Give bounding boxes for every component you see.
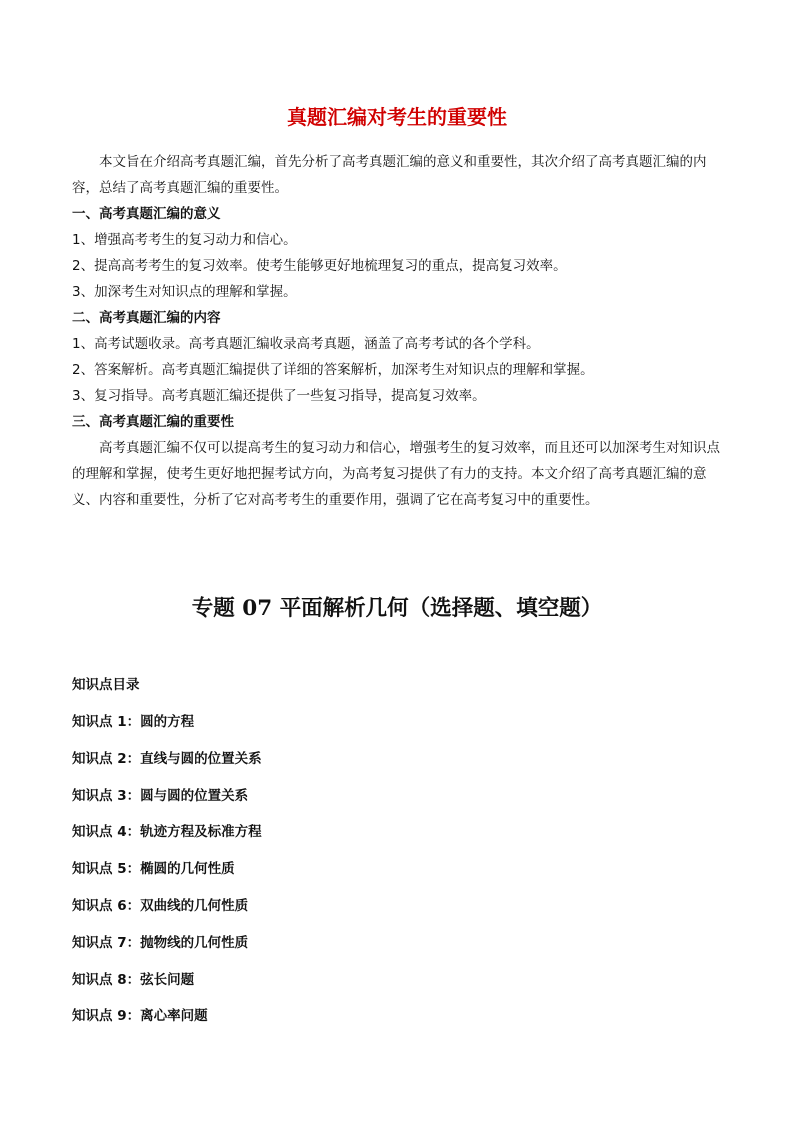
list-item: 2、答案解析。高考真题汇编提供了详细的答案解析，加深考生对知识点的理解和掌握。 bbox=[72, 362, 594, 378]
toc-list bbox=[72, 709, 732, 1029]
topic-title: 专题 07 平面解析几何（选择题、填空题） bbox=[191, 596, 603, 621]
toc-item[interactable]: 知识点 2：直线与圆的位置关系 bbox=[72, 750, 262, 767]
list-item: 1、增强高考考生的复习动力和信心。 bbox=[72, 232, 297, 248]
document-title: 真题汇编对考生的重要性 bbox=[287, 105, 507, 129]
section-heading-importance: 三、高考真题汇编的重要性 bbox=[72, 414, 234, 430]
toc-item[interactable]: 知识点 4：轨迹方程及标准方程 bbox=[72, 824, 262, 841]
intro-paragraph: 本文旨在介绍高考真题汇编，首先分析了高考真题汇编的意义和重要性，其次介绍了高考真题汇编的内容，总结了高考真题汇编的重要性。 bbox=[72, 154, 707, 196]
section-heading-meaning: 一、高考真题汇编的意义 bbox=[72, 206, 221, 222]
importance-paragraph: 高考真题汇编不仅可以提高考生的复习动力和信心，增强考生的复习效率，而且还可以加深考生对知识点的理解和掌握，使考生更好地把握考试方向，为高考复习提供了有力的支持。本文介绍了高考真题汇编的意义、内容和重要性，分析了它对高考考生的重要作用，强调了它在高考复习中的重要性。 bbox=[72, 440, 720, 508]
list-item: 3、加深考生对知识点的理解和掌握。 bbox=[72, 284, 297, 300]
toc-item[interactable]: 知识点 8：弦长问题 bbox=[72, 971, 195, 988]
toc-item[interactable]: 知识点 5：椭圆的几何性质 bbox=[72, 861, 235, 878]
toc-section bbox=[72, 672, 732, 1040]
toc-item[interactable]: 知识点 3：圆与圆的位置关系 bbox=[72, 787, 249, 804]
section-heading-content: 二、高考真题汇编的内容 bbox=[72, 310, 221, 326]
toc-item[interactable]: 知识点 6：双曲线的几何性质 bbox=[72, 897, 249, 914]
list-item: 2、提高高考考生的复习效率。使考生能够更好地梳理复习的重点，提高复习效率。 bbox=[72, 258, 567, 274]
list-item: 3、复习指导。高考真题汇编还提供了一些复习指导，提高复习效率。 bbox=[72, 388, 486, 404]
toc-item[interactable]: 知识点 9：离心率问题 bbox=[72, 1008, 208, 1025]
toc-item[interactable]: 知识点 7：抛物线的几何性质 bbox=[72, 934, 249, 951]
toc-item[interactable]: 知识点 1：圆的方程 bbox=[72, 714, 195, 730]
intro-section bbox=[72, 149, 732, 513]
list-item: 1、高考试题收录。高考真题汇编收录高考真题，涵盖了高考考试的各个学科。 bbox=[72, 336, 540, 352]
toc-heading: 知识点目录 bbox=[72, 677, 140, 693]
